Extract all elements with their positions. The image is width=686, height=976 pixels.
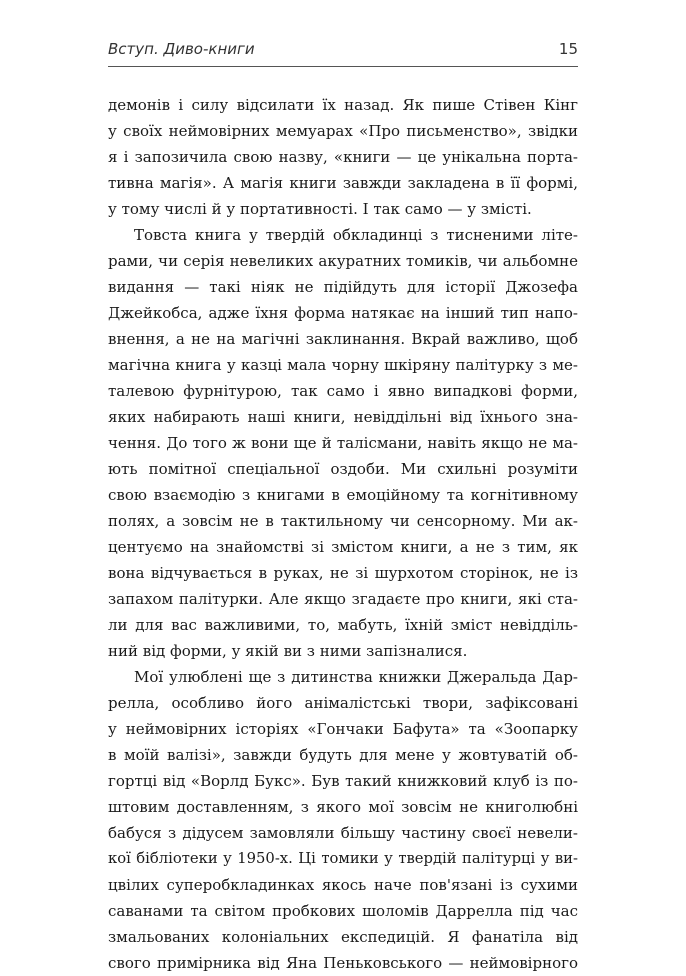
text-line: цвілих суперобкладинках якось наче пов'язані із сухими [108,876,578,894]
text-line: центуємо на знайомстві зі змістом книги, а не з тим, як [108,538,578,556]
text-line: чення. До того ж вони ще й талісмани, навіть якщо не ма- [108,434,578,452]
paragraph [108,222,578,664]
text-line: свою взаємодію з книгами в емоційному та когнітивному [108,486,578,504]
text-line: у неймовірних історіях «Гончаки Бафута» та «Зоопарку [108,720,578,738]
text-line: я і запозичила свою назву, «книги — це унікальна порта- [108,148,578,166]
text-line: свого примірника від Яна Пеньковського — неймовірного [108,954,578,972]
text-line: рами, чи серія невеликих акуратних томиків, чи альбомне [108,252,578,270]
text-line: видання — такі ніяк не підійдуть для історії Джозефа [108,278,578,296]
running-header [108,40,578,66]
text-line: ють помітної спеціальної оздоби. Ми схильні розуміти [108,460,578,478]
text-line: внення, а не на магічні заклинання. Вкрай важливо, щоб [108,330,578,348]
text-line: яких набирають наші книги, невіддільні від їхнього зна- [108,408,578,426]
text-line: релла, особливо його анімалістські твори, зафіксовані [108,694,578,712]
text-line: штовим доставленням, з якого мої зовсім не книголюбні [108,798,578,816]
text-line: магічна книга у казці мала чорну шкіряну палітурку з ме- [108,356,578,374]
text-line: ний від форми, у якій ви з ними запізналися. [108,642,468,660]
text-line: Товста книга у твердій обкладинці з тисненими літе- [134,226,578,244]
text-line: Джейкобса, адже їхня форма натякає на інший тип напо- [108,304,578,322]
text-line: демонів і силу відсилати їх назад. Як пише Стівен Кінг [108,96,578,114]
text-line: змальованих колоніальних експедицій. Я фанатіла від [108,928,578,946]
text-line: полях, а зовсім не в тактильному чи сенсорному. Ми ак- [108,512,578,530]
text-line: ли для вас важливими, то, мабуть, їхній зміст невідділь- [108,616,578,634]
text-line: гортці від «Ворлд Букс». Був такий книжковий клуб із по- [108,772,578,790]
paragraph [108,92,578,222]
running-title: Вступ. Диво-книги [108,40,255,58]
text-line: талевою фурнітурою, так само і явно випадкові форми, [108,382,578,400]
text-line: Мої улюблені ще з дитинства книжки Джеральда Дар- [134,668,578,686]
text-line: тивна магія». А магія книги завжди закладена в її формі, [108,174,578,192]
text-line: запахом палітурки. Але якщо згадаєте про книги, які ста- [108,590,578,608]
header-rule [108,66,578,67]
page-number: 15 [558,40,578,58]
body-text [108,92,578,976]
text-line: у своїх неймовірних мемуарах «Про письменство», звідки [108,122,578,140]
text-line: кої бібліотеки у 1950-х. Ці томики у твердій палітурці у ви- [108,850,578,867]
text-line: саванами та світом пробкових шоломів Даррелла під час [108,902,578,920]
text-line: бабуся з дідусем замовляли більшу частину своєї невели- [108,824,578,842]
text-line: у тому числі й у портативності. І так само — у змісті. [108,200,532,218]
paragraph [108,664,578,976]
text-line: в моїй валізі», завжди будуть для мене у жовтуватій об- [108,746,578,764]
text-line: вона відчувається в руках, не зі шурхотом сторінок, не із [108,564,578,582]
